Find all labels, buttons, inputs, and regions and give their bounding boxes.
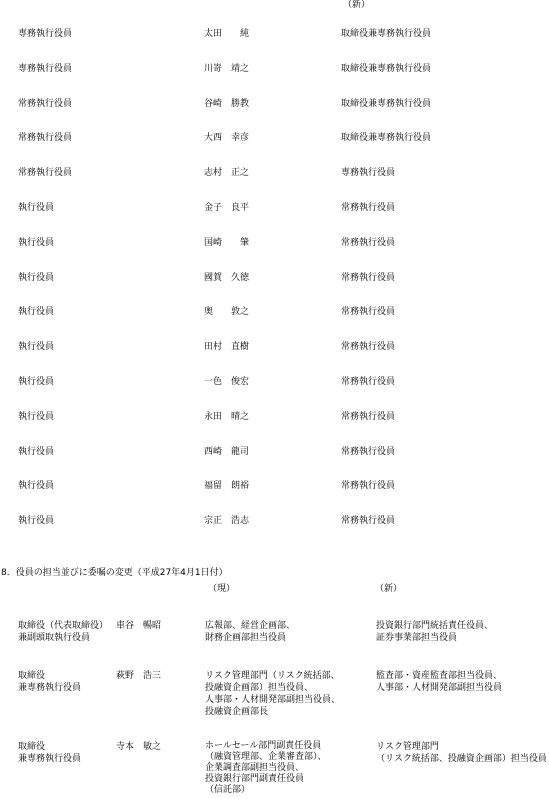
officer-current-title: 執行役員 — [18, 203, 55, 213]
section-8-current-header: （現） — [208, 584, 236, 594]
row-title: 取締役 兼専務執行役員 — [18, 742, 82, 764]
officer-current-title: 執行役員 — [18, 273, 55, 283]
section-8-heading: 8．役員の担当並びに委嘱の変更（平成27年4月1日付） — [1, 568, 228, 578]
officer-new-title: 常務執行役員 — [341, 203, 396, 213]
officer-new-title: 常務執行役員 — [341, 238, 396, 248]
officer-name: 国崎 肇 — [204, 238, 250, 248]
officer-name: 福留 朗裕 — [204, 481, 250, 491]
row-new: 投資銀行部門統括責任役員、 証券事業部担当役員 — [376, 621, 494, 643]
row-current: ホールセール部門副責任役員 （融資管理部、企業審査部）、 企業調査部副担当役員、 投資銀行部門副責任役員 （信託部） — [205, 741, 327, 795]
officer-name: 田村 直樹 — [204, 342, 250, 352]
new-column-header: （新） — [343, 0, 371, 10]
officer-current-title: 専務執行役員 — [18, 29, 73, 39]
officer-name: 一色 俊宏 — [204, 377, 250, 387]
row-name: 車谷 暢昭 — [116, 621, 162, 631]
officer-current-title: 常務執行役員 — [18, 168, 73, 178]
officer-name: 西崎 龍司 — [204, 447, 250, 457]
row-title: 取締役（代表取締役） 兼副頭取執行役員 — [18, 621, 109, 643]
row-name: 萩野 浩三 — [116, 671, 162, 681]
row-new: リスク管理部門 （リスク統括部、投融資企画部）担当役員 — [376, 742, 547, 764]
officer-current-title: 執行役員 — [18, 377, 55, 387]
officer-current-title: 執行役員 — [18, 238, 55, 248]
officer-new-title: 取締役兼専務執行役員 — [341, 99, 432, 109]
officer-new-title: 常務執行役員 — [341, 412, 396, 422]
officer-current-title: 執行役員 — [18, 412, 55, 422]
officer-name: 國賀 久徳 — [204, 273, 250, 283]
row-name: 寺本 敏之 — [116, 742, 162, 752]
officer-current-title: 専務執行役員 — [18, 64, 73, 74]
officer-new-title: 常務執行役員 — [341, 273, 396, 283]
officer-current-title: 執行役員 — [18, 516, 55, 526]
officer-name: 永田 晴之 — [204, 412, 250, 422]
section-8-new-header: （新） — [375, 584, 403, 594]
officer-new-title: 常務執行役員 — [341, 377, 396, 387]
row-new: 監査部・資産監査部担当役員、 人事部・人材開発部副担当役員 — [376, 671, 503, 693]
officer-new-title: 専務執行役員 — [341, 168, 396, 178]
officer-new-title: 常務執行役員 — [341, 516, 396, 526]
officer-name: 志村 正之 — [204, 168, 250, 178]
officer-new-title: 常務執行役員 — [341, 342, 396, 352]
officer-current-title: 執行役員 — [18, 447, 55, 457]
officer-new-title: 常務執行役員 — [341, 447, 396, 457]
officer-current-title: 執行役員 — [18, 307, 55, 317]
officer-current-title: 常務執行役員 — [18, 133, 73, 143]
officer-name: 奥 敦之 — [204, 307, 250, 317]
officer-name: 大西 幸彦 — [204, 133, 250, 143]
officer-new-title: 取締役兼専務執行役員 — [341, 64, 432, 74]
officer-name: 谷崎 勝教 — [204, 99, 250, 109]
officer-new-title: 取締役兼専務執行役員 — [341, 29, 432, 39]
row-current: 広報部、経営企画部、 財務企画部担当役員 — [205, 621, 296, 643]
officer-name: 宗正 浩志 — [204, 516, 250, 526]
officer-new-title: 常務執行役員 — [341, 307, 396, 317]
officer-name: 太田 純 — [204, 29, 250, 39]
officer-name: 金子 良平 — [204, 203, 250, 213]
row-title: 取締役 兼専務執行役員 — [18, 671, 82, 693]
officer-new-title: 取締役兼専務執行役員 — [341, 133, 432, 143]
officer-current-title: 執行役員 — [18, 481, 55, 491]
officer-current-title: 常務執行役員 — [18, 99, 73, 109]
officer-new-title: 常務執行役員 — [341, 481, 396, 491]
officer-current-title: 執行役員 — [18, 342, 55, 352]
officer-name: 川嵜 靖之 — [204, 64, 250, 74]
row-current: リスク管理部門（リスク統括部、 投融資企画部）担当役員、 人事部・人材開発部副担当役員、 投融資企画部長 — [205, 671, 341, 717]
